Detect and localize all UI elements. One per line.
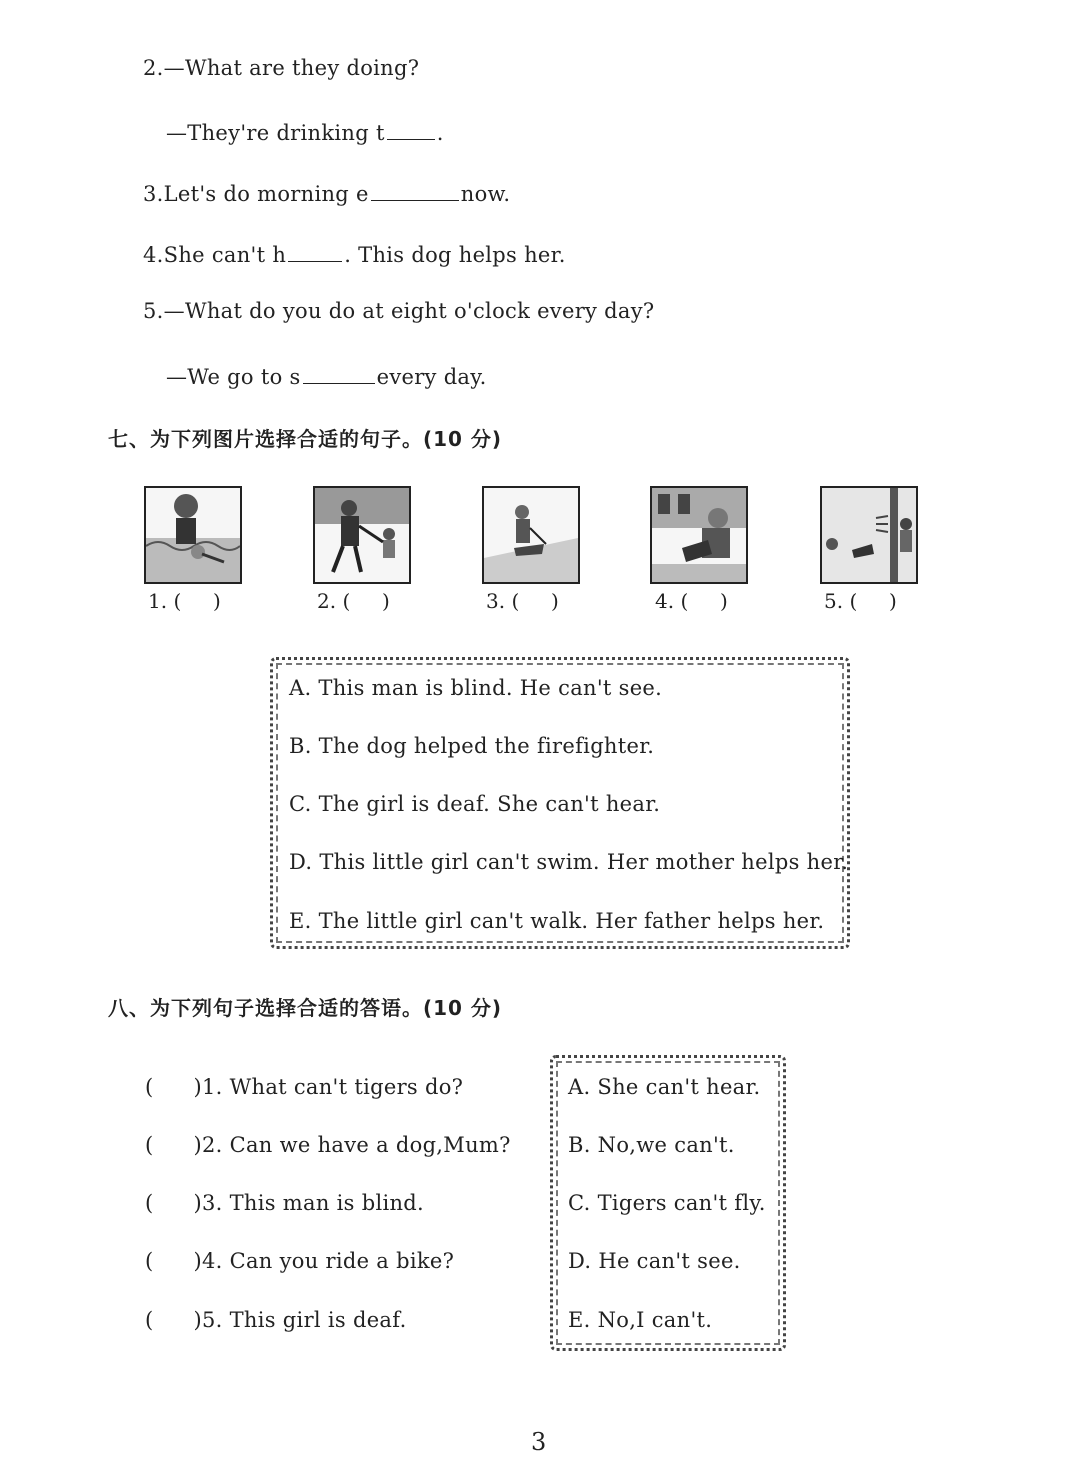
section8-question-4[interactable]: ( )4. Can you ride a bike? bbox=[145, 1249, 455, 1273]
section8-question-3[interactable]: ( )3. This man is blind. bbox=[145, 1191, 425, 1215]
q3-blank[interactable] bbox=[371, 178, 459, 201]
section7-option-c: C. The girl is deaf. She can't hear. bbox=[289, 792, 661, 816]
section8-answer-a: A. She can't hear. bbox=[568, 1075, 761, 1099]
q4-blank[interactable] bbox=[288, 239, 342, 262]
section7-option-b: B. The dog helped the firefighter. bbox=[289, 734, 655, 758]
swimming-mother-girl-picture bbox=[144, 486, 242, 584]
q4-sentence: 4.She can't h . This dog helps her. bbox=[143, 239, 566, 267]
blind-man-with-dog-picture bbox=[482, 486, 580, 584]
q2-question: 2.—What are they doing? bbox=[143, 56, 420, 80]
section7-option-d: D. This little girl can't swim. Her mother helps her. bbox=[289, 850, 849, 874]
page-number: 3 bbox=[531, 1428, 547, 1456]
section8-heading: 八、为下列句子选择合适的答语。(10 分) bbox=[108, 996, 503, 1020]
section8-answer-d: D. He can't see. bbox=[568, 1249, 741, 1273]
q5-blank[interactable] bbox=[303, 361, 375, 384]
q5-question: 5.—What do you do at eight o'clock every day? bbox=[143, 299, 655, 323]
picture-3-label[interactable]: 3. ( ) bbox=[486, 589, 559, 613]
section8-answer-e: E. No,I can't. bbox=[568, 1308, 713, 1332]
section8-question-1[interactable]: ( )1. What can't tigers do? bbox=[145, 1075, 464, 1099]
q2-blank[interactable] bbox=[387, 117, 435, 140]
picture-1-label[interactable]: 1. ( ) bbox=[148, 589, 221, 613]
q2-answer: —They're drinking t . bbox=[166, 117, 444, 145]
section8-answer-b: B. No,we can't. bbox=[568, 1133, 735, 1157]
firefighter-with-dog-picture bbox=[650, 486, 748, 584]
section8-question-5[interactable]: ( )5. This girl is deaf. bbox=[145, 1308, 407, 1332]
section8-answer-c: C. Tigers can't fly. bbox=[568, 1191, 766, 1215]
section8-question-2[interactable]: ( )2. Can we have a dog,Mum? bbox=[145, 1133, 511, 1157]
picture-2-label[interactable]: 2. ( ) bbox=[317, 589, 390, 613]
father-helps-girl-walk-picture bbox=[313, 486, 411, 584]
section7-option-e: E. The little girl can't walk. Her father helps her. bbox=[289, 909, 825, 933]
picture-4-label[interactable]: 4. ( ) bbox=[655, 589, 728, 613]
section7-option-a: A. This man is blind. He can't see. bbox=[289, 676, 663, 700]
section7-heading: 七、为下列图片选择合适的句子。(10 分) bbox=[108, 427, 503, 451]
picture-5-label[interactable]: 5. ( ) bbox=[824, 589, 897, 613]
deaf-girl-with-dog-picture bbox=[820, 486, 918, 584]
q3-sentence: 3.Let's do morning e now. bbox=[143, 178, 510, 206]
q5-answer: —We go to s every day. bbox=[166, 361, 487, 389]
